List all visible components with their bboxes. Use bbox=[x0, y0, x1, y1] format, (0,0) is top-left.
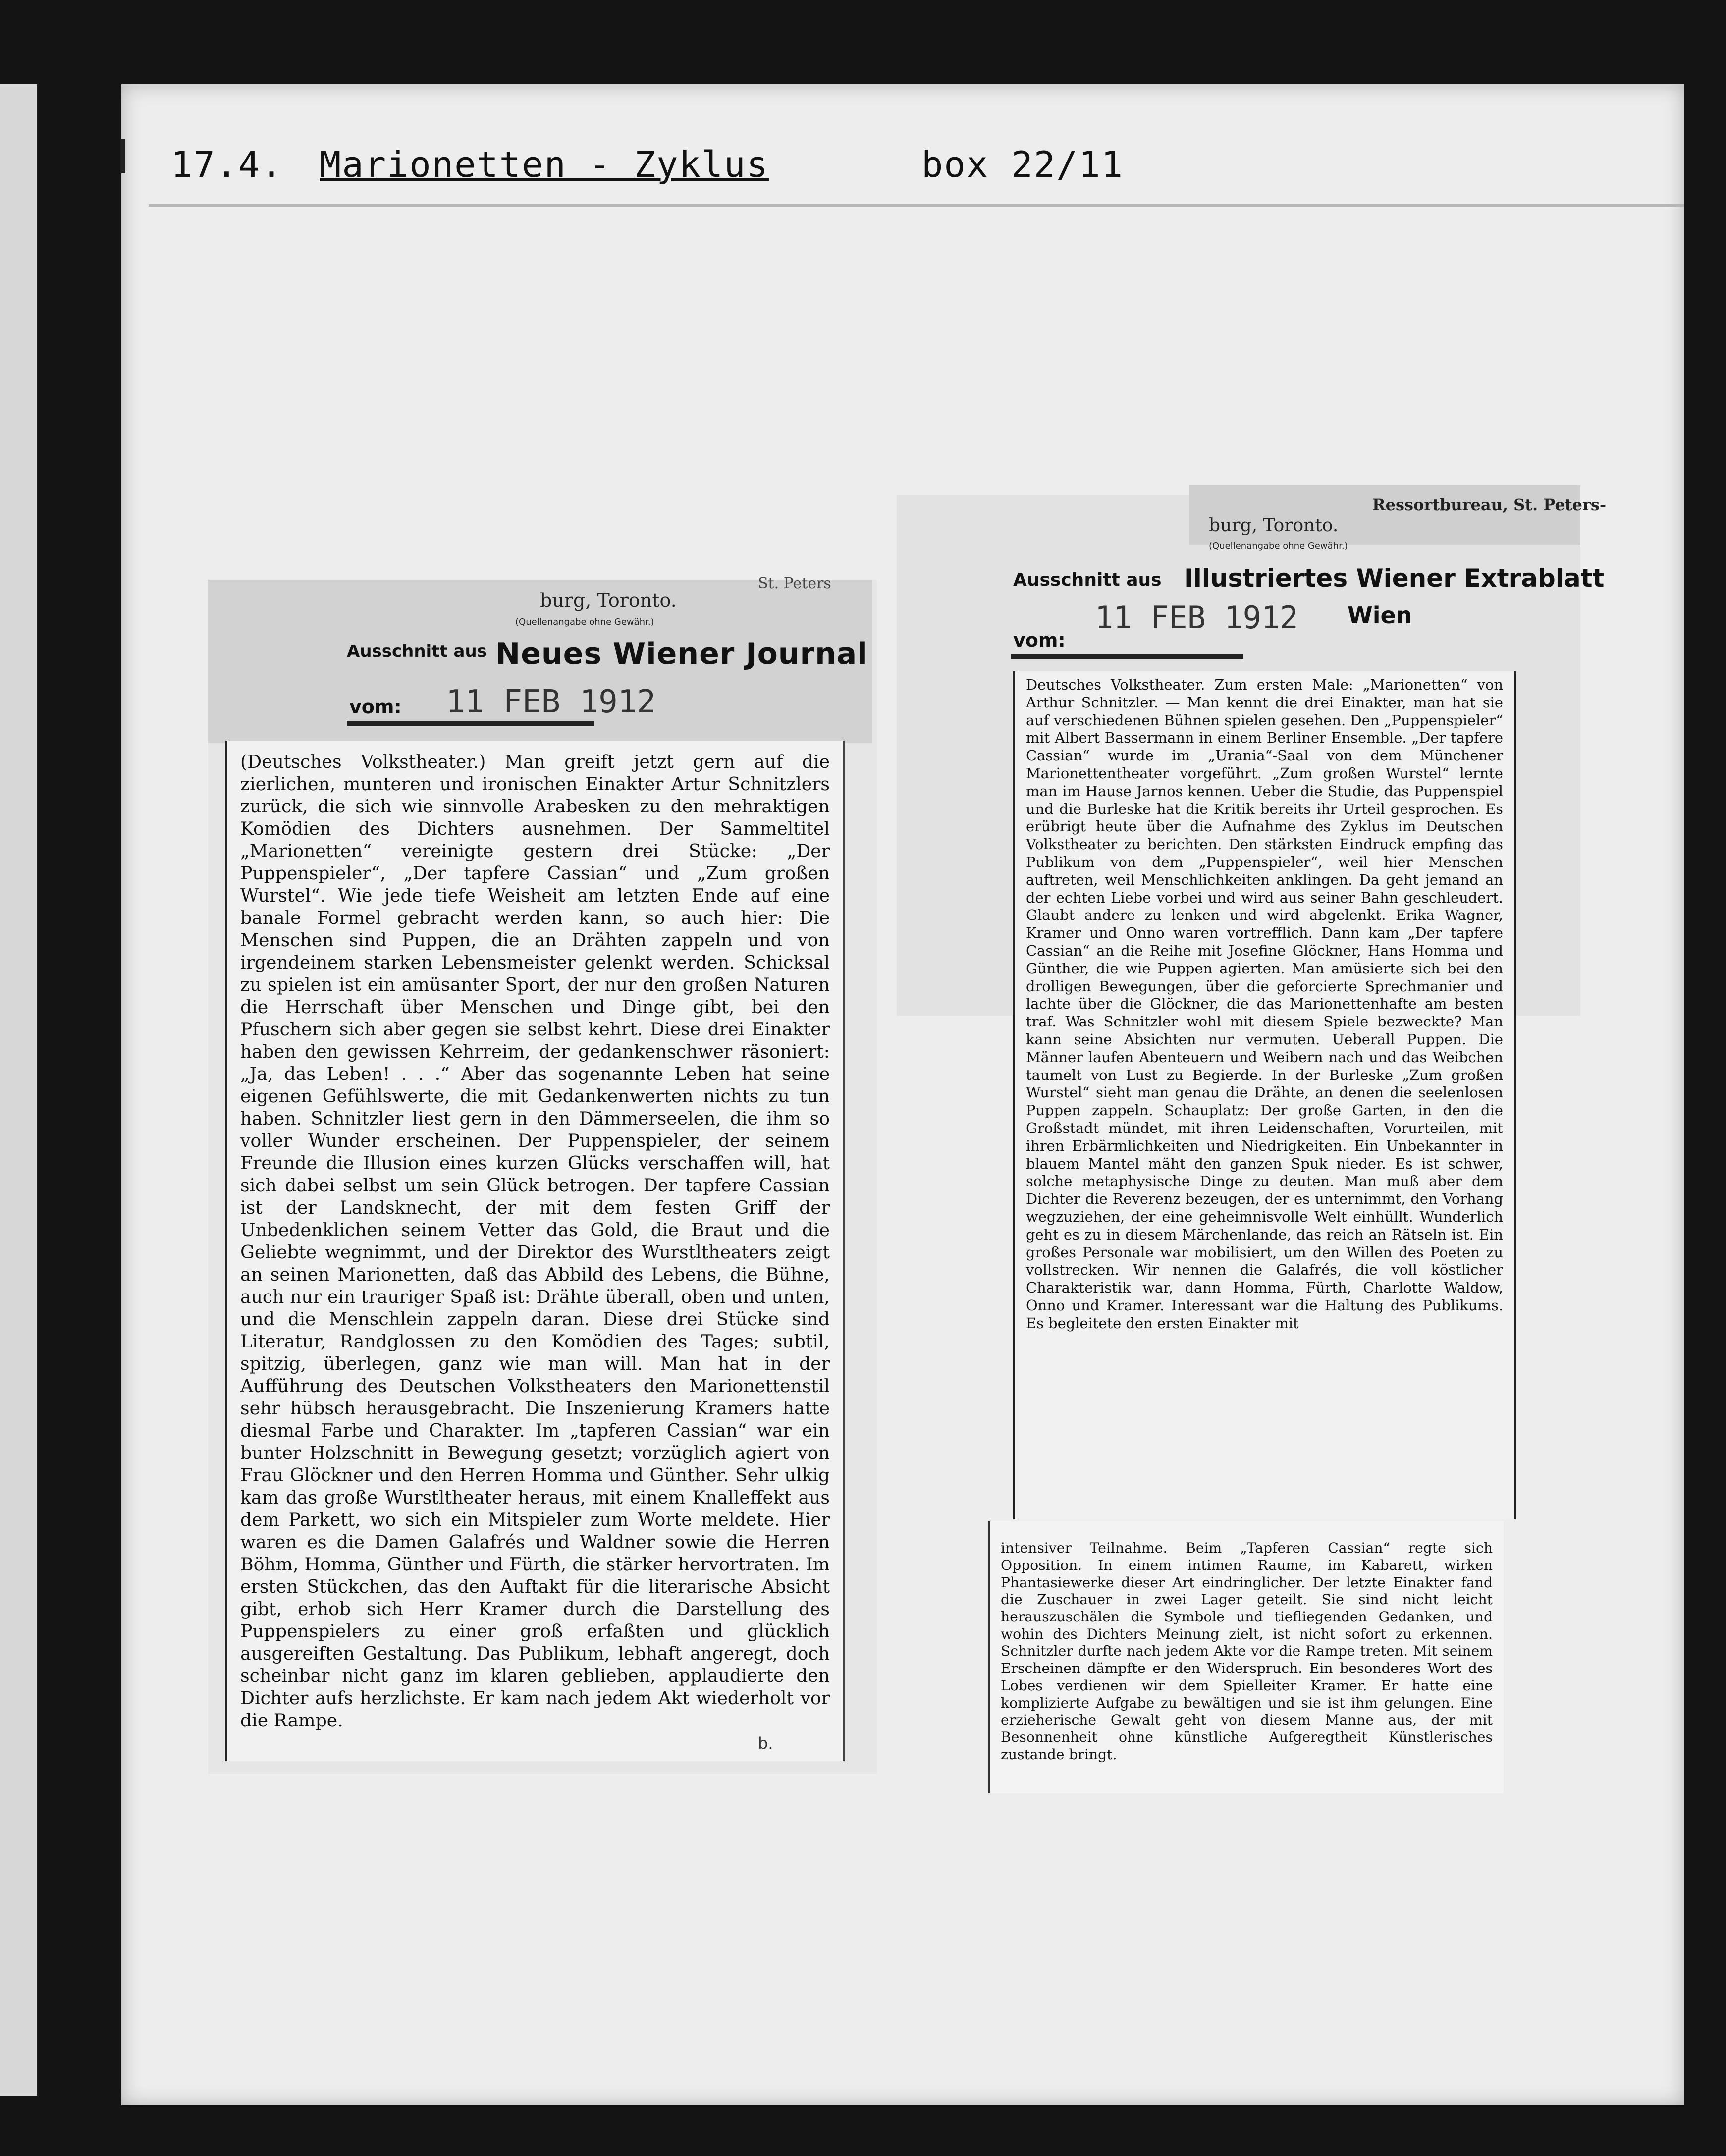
clipping-left-journal-name: Neues Wiener Journal bbox=[495, 637, 868, 671]
header-number: 17.4. bbox=[171, 144, 283, 185]
clipping-right-journal-name: Illustriertes Wiener Extrablatt bbox=[1184, 564, 1605, 593]
clipping-left-ausschnitt-label: Ausschnitt aus bbox=[347, 642, 487, 661]
clipping-left-date-stamp: 11 FEB 1912 bbox=[446, 684, 656, 720]
clipping-right-vom-underline bbox=[1011, 654, 1243, 659]
clipping-right-article-top-text: Deutsches Volkstheater. Zum ersten Male: „Marionetten“ von Arthur Schnitzler. — Man kennt die drei Einakter, man hat sie auf verschiedenen Bühnen spielen gesehen. Den „Puppenspieler“ mit Albert Bassermann in einem Berliner Ensemble. „Der tapfere Cassian“ wurde im „Urania“-Saal von dem Münchener Marionettentheater vorgeführt. „Zum großen Wurstel“ lernte man im Hause Jarnos kennen. Ueber die Studie, das Puppenspiel und die Burleske hat die Kritik bereits ihr Urteil gesprochen. Es erübrigt heute über die Aufnahme des Zyklus im Deutschen Volkstheater zu berichten. Den stärksten Eindruck empfing das Publikum von dem „Puppenspieler“, weil hier Menschen auftreten, weil Menschlichkeiten anklingen. Da geht jemand an der echten Liebe vorbei und wird aus seiner Bahn geschleudert. Glaubt andere zu lenken und wird abgelenkt. Erika Wagner, Kramer und Onno waren vortrefflich. Dann kam „Der tapfere Cassian“ an die Reihe mit Josefine Glöckner, Hans Homma und Günther, die wie Puppen agierten. Man amüsierte sich bei den drolligen Bewegungen, über die geforcierte Sprechmanier und lachte über die Glöckner, die das Marionettenhafte am besten traf. Was Schnitzler wohl mit diesem Spiele bezweckte? Man kann seine Absichten nur vermuten. Ueberall Puppen. Die Männer laufen Abenteuern und Weibern nach und das Weibchen taumelt von Lust zu Begierde. In der Burleske „Zum großen Wurstel“ sieht man genau die Drähte, an denen die seelenlosen Puppen zappeln. Schauplatz: Der große Garten, in den die Großstadt mündet, mit ihren Leidenschaften, Vorurteilen, mit ihren Erbärmlichkeiten und Niedrigkeiten. Ein Unbekannter in blauem Mantel mäht den ganzen Spuk nieder. Es ist schwer, solche metaphysische Dinge zu deuten. Man muß aber dem Dichter die Reverenz bezeugen, der es unternimmt, den Vorhang wegzuziehen, der eine geheimnisvolle Welt einhüllt. Wunderlich geht es zu in diesem Märchenlande, das reich an Rätseln ist. Ein großes Personale war mobilisiert, um den Willen des Poeten zu vollstrecken. Wir nennen die Galafrés, die voll köstlicher Charakteristik war, dann Homma, Fürth, Charlotte Waldow, Onno und Kramer. Interessant war die Haltung des Publikums. Es begleitete den ersten Einakter mit bbox=[1026, 676, 1503, 1332]
header-title: Marionetten - Zyklus bbox=[320, 144, 769, 185]
clipping-left-corner-text: St. Peters bbox=[758, 575, 831, 592]
clipping-right-article-top bbox=[1013, 671, 1516, 1519]
clipping-left-signature: b. bbox=[758, 1734, 773, 1753]
adjacent-page-edge bbox=[0, 84, 37, 2096]
clipping-left-source-note: (Quellenangabe ohne Gewähr.) bbox=[515, 617, 654, 627]
clipping-right-article-bottom bbox=[988, 1521, 1504, 1793]
clipping-right-vom-label: vom: bbox=[1013, 629, 1066, 651]
header-box-label: box 22/11 bbox=[921, 144, 1124, 185]
clipping-left-vom-underline bbox=[347, 721, 594, 726]
clipping-right-source-note: (Quellenangabe ohne Gewähr.) bbox=[1209, 541, 1348, 551]
clipping-right-date-stamp: 11 FEB 1912 bbox=[1095, 599, 1298, 636]
clipping-right-article-bottom-text: intensiver Teilnahme. Beim „Tapferen Cassian“ regte sich Opposition. In einem intimen Raume, im Kabarett, wirken Phantasiewerke dieser Art eindringlicher. Der letzte Einakter fand die Zuschauer in zwei Lager geteilt. Sie sind nicht leicht herauszuschälen die Symbole und tiefliegenden Gedanken, und wohin des Dichters Meinung zielt, ist nicht sofort zu erkennen. Schnitzler durfte nach jedem Akte vor die Rampe treten. Mit seinem Erscheinen dämpfte er den Widerspruch. Ein besonderes Wort des Lobes verdienen wir dem Spielleiter Kramer. Er hatte eine komplizierte Aufgabe zu bewältigen und sie ist ihm gelungen. Eine erzieherische Gewalt geht von diesem Manne aus, der mit Besonnenheit ohne künstliche Aufgeregtheit Künstlerisches zustande bringt. bbox=[1001, 1540, 1493, 1763]
corner-mark bbox=[120, 139, 125, 173]
clipping-left-source: burg, Toronto. bbox=[540, 590, 677, 611]
clipping-right-source: burg, Toronto. bbox=[1209, 515, 1339, 536]
clipping-right-city: Wien bbox=[1348, 602, 1412, 629]
clipping-right-corner-text: Ressortbureau, St. Peters- bbox=[1372, 495, 1607, 514]
clipping-left-vom-label: vom: bbox=[349, 696, 402, 718]
header-divider bbox=[149, 204, 1684, 207]
clipping-left-article-text: (Deutsches Volkstheater.) Man greift jetzt gern auf die zierlichen, munteren und ironischen Einakter Artur Schnitzlers zurück, die sich wie sinnvolle Arabesken zu den mehraktigen Komödien des Dichters ausnehmen. Der Sammeltitel „Marionetten“ vereinigte gestern drei Stücke: „Der Puppenspieler“, „Der tapfere Cassian“ und „Zum großen Wurstel“. Wie jede tiefe Weisheit am letzten Ende auf eine banale Formel gebracht werden kann, so auch hier: Die Menschen sind Puppen, die an Drähten zappeln und von irgendeinem starken Lebensmeister gelenkt werden. Schicksal zu spielen ist ein amüsanter Sport, der nur den großen Naturen die Herrschaft über Menschen und Dinge gibt, bei den Pfuschern sich aber gegen sie selbst kehrt. Diese drei Einakter haben den gewissen Kehrreim, der gedankenschwer räsoniert: „Ja, das Leben! . . .“ Aber das sogenannte Leben hat seine eigenen Gefühlswerte, die mit Gedankenwerten nichts zu tun haben. Schnitzler liest gern in den Dämmerseelen, die ihm so voller Wunder erscheinen. Der Puppenspieler, der seinem Freunde die Illusion eines kurzen Glücks verschaffen will, hat sich dabei selbst um sein Glück betrogen. Der tapfere Cassian ist der Landsknecht, der mit dem festen Griff der Unbedenklichen seinem Vetter das Gold, die Braut und die Geliebte wegnimmt, und der Direktor des Wurstltheaters zeigt an seinen Marionetten, daß das Abbild des Lebens, die Bühne, auch nur ein trauriger Spaß ist: Drähte überall, oben und unten, und die Menschlein zappeln daran. Diese drei Stücke sind Literatur, Randglossen zu den Komödien des Tages; subtil, spitzig, überlegen, ganz wie man will. Man hat in der Aufführung des Deutschen Volkstheaters den Marionettenstil sehr hübsch herausgebracht. Die Inszenierung Kramers hatte diesmal Farbe und Charakter. Im „tapferen Cassian“ war ein bunter Holzschnitt in Bewegung gesetzt; vorzüglich agiert von Frau Glöckner und den Herren Homma und Günther. Sehr ulkig kam das große Wurstltheater heraus, mit einem Knalleffekt aus dem Parkett, wo sich ein Mitspieler zum Worte meldete. Hier waren es die Damen Galafrés und Waldner sowie die Herren Böhm, Homma, Günther und Fürth, die stärker hervortraten. Im ersten Stückchen, das den Auftakt für die literarische Absicht gibt, erhob sich Herr Kramer durch die Darstellung des Puppenspielers zu einer groß erfaßten und glücklich ausgereiften Gestaltung. Das Publikum, lebhaft angeregt, doch scheinbar nicht ganz im klaren geblieben, applaudierte den Dichter aufs herzlichste. Er kam nach jedem Akt wiederholt vor die Rampe. bbox=[240, 751, 830, 1731]
clipping-right-ausschnitt-label: Ausschnitt aus bbox=[1013, 570, 1162, 590]
clipping-left-article bbox=[225, 741, 845, 1761]
